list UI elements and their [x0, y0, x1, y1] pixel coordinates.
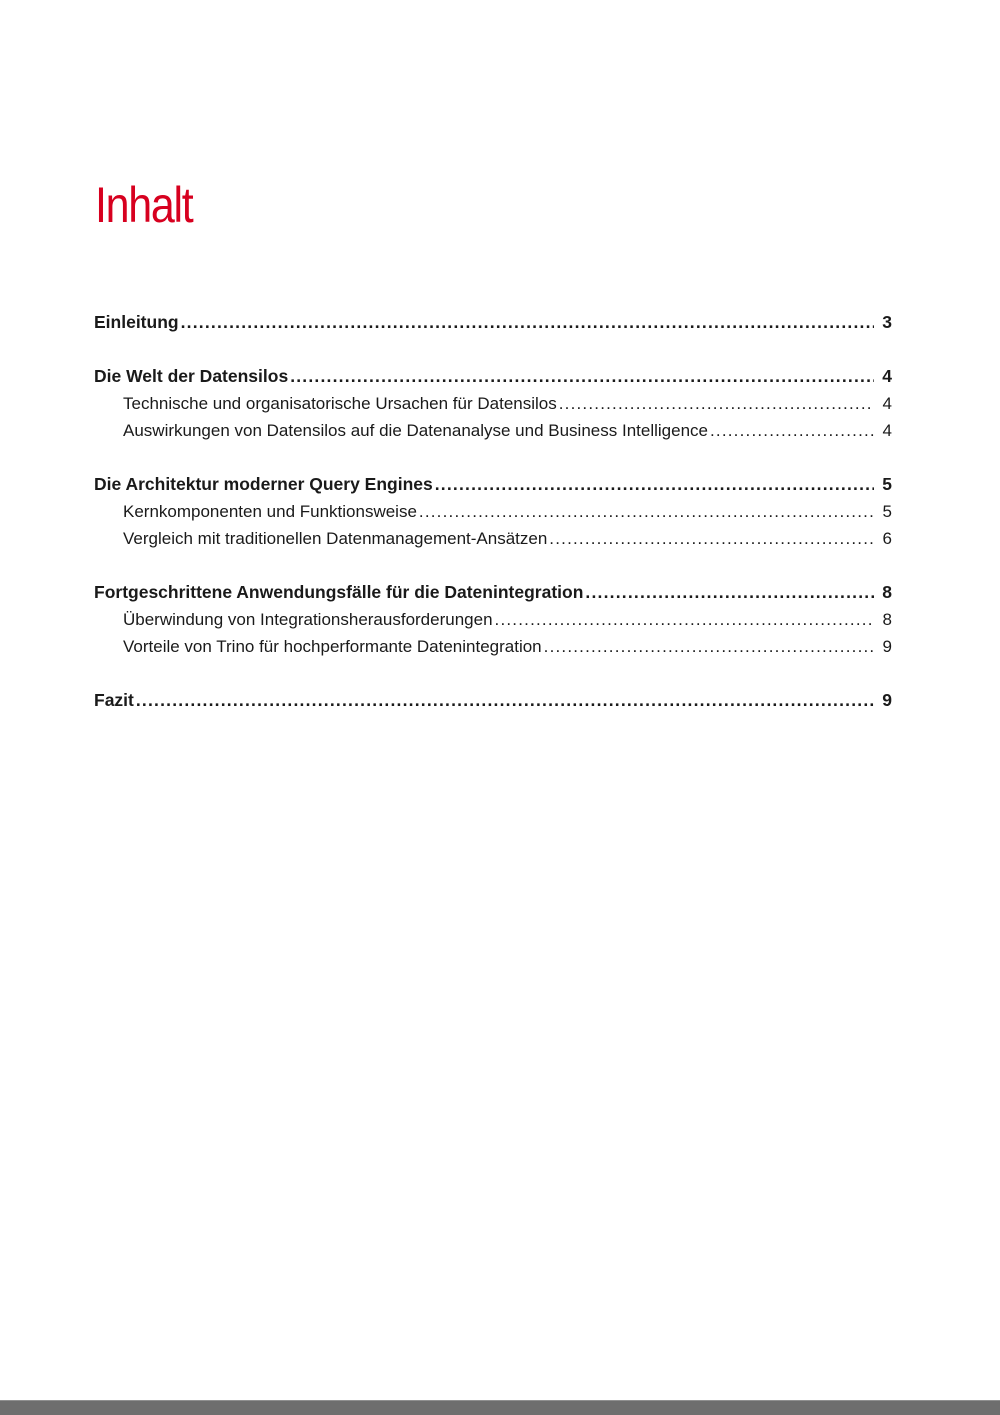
toc-page-number: 9: [882, 690, 892, 710]
toc-entry-fazit[interactable]: [94, 687, 892, 714]
toc-page-number: 5: [882, 502, 892, 521]
toc-entry-die-welt-der-datensilos[interactable]: [94, 363, 892, 390]
toc-section: [94, 363, 892, 444]
toc-entry-label: Die Architektur moderner Query Engines: [94, 474, 433, 494]
dot-leader: [495, 606, 874, 633]
dot-leader: [549, 525, 874, 552]
toc-entry-label: Vorteile von Trino für hochperformante Datenintegration: [123, 637, 542, 656]
toc-section: [94, 471, 892, 552]
toc-page-number: 3: [882, 312, 892, 332]
toc-entry-label: Technische und organisatorische Ursachen für Datensilos: [123, 394, 557, 413]
toc-entry-label: Die Welt der Datensilos: [94, 366, 289, 386]
toc-entry-label: Fazit: [94, 690, 134, 710]
dot-leader: [710, 417, 874, 444]
toc-entry-label: Vergleich mit traditionellen Datenmanagement-Ansätzen: [123, 529, 548, 548]
toc-entry-fortgeschrittene-anwendungsfaelle[interactable]: [94, 579, 892, 606]
toc-subentry[interactable]: [94, 525, 892, 552]
dot-leader: [136, 687, 874, 714]
toc-page-number: 4: [882, 394, 892, 413]
toc-page-number: 4: [882, 366, 892, 386]
dot-leader: [559, 390, 874, 417]
toc-entry-label: Kernkomponenten und Funktionsweise: [123, 502, 417, 521]
toc-subentry[interactable]: [94, 606, 892, 633]
toc-page-number: 9: [882, 637, 892, 656]
page-title: Inhalt: [95, 176, 193, 233]
toc-entry-einleitung[interactable]: [94, 309, 892, 336]
dot-leader: [585, 579, 874, 606]
toc-entry-label: Überwindung von Integrationsherausforderungen: [123, 610, 493, 629]
dot-leader: [435, 471, 874, 498]
toc-entry-label: Fortgeschrittene Anwendungsfälle für die Datenintegration: [94, 582, 584, 602]
toc-subentry[interactable]: [94, 498, 892, 525]
toc-section: [94, 579, 892, 660]
dot-leader: [419, 498, 874, 525]
toc-entry-label: Auswirkungen von Datensilos auf die Datenanalyse und Business Intelligence: [123, 421, 708, 440]
dot-leader: [181, 309, 874, 336]
toc-page-number: 5: [882, 474, 892, 494]
table-of-contents: [94, 309, 892, 741]
dot-leader: [290, 363, 874, 390]
toc-entry-label: Einleitung: [94, 312, 179, 332]
toc-page-number: 8: [882, 582, 892, 602]
toc-page-number: 8: [882, 610, 892, 629]
footer-bar: [0, 1400, 1000, 1415]
toc-section: [94, 687, 892, 714]
toc-page-number: 6: [882, 529, 892, 548]
toc-page-number: 4: [882, 421, 892, 440]
toc-subentry[interactable]: [94, 390, 892, 417]
toc-section: [94, 309, 892, 336]
toc-subentry[interactable]: [94, 417, 892, 444]
dot-leader: [544, 633, 874, 660]
toc-subentry[interactable]: [94, 633, 892, 660]
toc-entry-die-architektur-moderner-query-engines[interactable]: [94, 471, 892, 498]
